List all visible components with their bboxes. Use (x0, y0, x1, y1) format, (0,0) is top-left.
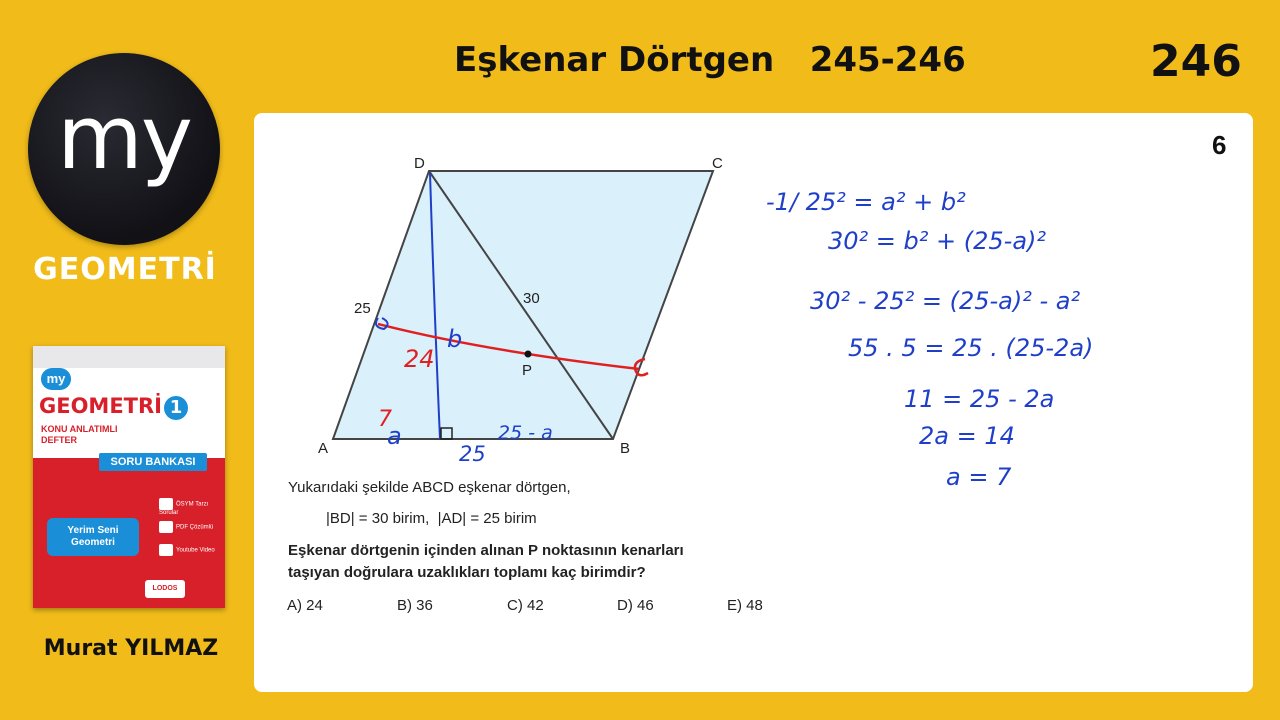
book-title-text: GEOMETRİ (39, 394, 162, 418)
label-a: A (318, 440, 329, 457)
point-p (525, 351, 532, 358)
hand-red-7: 7 (378, 407, 392, 432)
book-subtitle-line2: DEFTER (41, 435, 77, 445)
handwritten-solution (766, 188, 1093, 491)
choice-d[interactable]: D) 46 (617, 597, 654, 614)
book-feature-label: Youtube Video (176, 547, 215, 554)
hand-red-24: 24 (404, 345, 435, 373)
osym-icon (159, 498, 173, 510)
solution-step: 30² - 25² = (25-a)² - a² (810, 287, 1081, 315)
book-slogan-line2: Geometri (71, 537, 115, 548)
author-name: Murat YILMAZ (43, 636, 219, 661)
page-number: 246 (1150, 36, 1242, 87)
hand-blue-b: b (447, 325, 463, 353)
label-diagonal: 30 (523, 290, 540, 307)
hand-blue-base: 25 (459, 442, 486, 466)
choice-a[interactable]: A) 24 (287, 597, 323, 614)
label-b: B (620, 440, 631, 457)
solution-step: a = 7 (946, 463, 1012, 491)
solution-step: 55 . 5 = 25 . (25-2a) (848, 334, 1094, 362)
book-slogan-bubble (47, 518, 139, 556)
solution-step: 2a = 14 (919, 422, 1015, 450)
choice-b[interactable]: B) 36 (397, 597, 433, 614)
question-number: 6 (1212, 130, 1227, 160)
pdf-icon (159, 521, 173, 533)
label-p: P (522, 362, 533, 379)
book-badge: my (41, 368, 71, 390)
hand-blue-a: a (387, 422, 402, 450)
book-feature (159, 521, 219, 533)
question-card (254, 113, 1253, 692)
hand-blue-rest: 25 - a (498, 422, 553, 444)
book-feature (159, 498, 219, 517)
label-side: 25 (354, 300, 371, 317)
book-volume: 1 (164, 396, 188, 420)
solution-step: 30² = b² + (25-a)² (828, 227, 1047, 255)
book-subtitle (41, 424, 118, 446)
solution-step: -1/ 25² = a² + b² (766, 188, 966, 216)
video-icon (159, 544, 173, 556)
book-subtitle-line1: KONU ANLATIMLI (41, 424, 118, 434)
brand-logo-text: my (57, 86, 191, 189)
brand-label: GEOMETRİ (33, 252, 217, 287)
book-feature-label: PDF Çözümlü (176, 524, 214, 531)
book-feature-label: ÖSYM Tarzı Sorular (159, 501, 209, 516)
book-cover (33, 346, 225, 608)
label-d: D (414, 155, 425, 172)
page-title: Eşkenar Dörtgen 245-246 (454, 40, 966, 80)
book-publisher: LODOS (145, 580, 185, 598)
choice-e[interactable]: E) 48 (727, 597, 763, 614)
book-section-pill: SORU BANKASI (99, 453, 207, 471)
label-c: C (712, 155, 723, 172)
book-feature (159, 544, 219, 556)
book-slogan-line1: Yerim Seni (67, 525, 119, 536)
question-prompt-line1: Eşkenar dörtgenin içinden alınan P noktasının kenarları (288, 542, 684, 559)
question-line2: |BD| = 30 birim, |AD| = 25 birim (326, 510, 537, 527)
book-title (39, 394, 188, 420)
question-line1: Yukarıdaki şekilde ABCD eşkenar dörtgen, (288, 479, 571, 496)
question-prompt-line2: taşıyan doğrulara uzaklıkları toplamı kaç birimdir? (288, 564, 646, 581)
choice-c[interactable]: C) 42 (507, 597, 544, 614)
question-prompt (288, 540, 684, 584)
solution-step: 11 = 25 - 2a (904, 385, 1055, 413)
book-cover-top (33, 346, 225, 368)
